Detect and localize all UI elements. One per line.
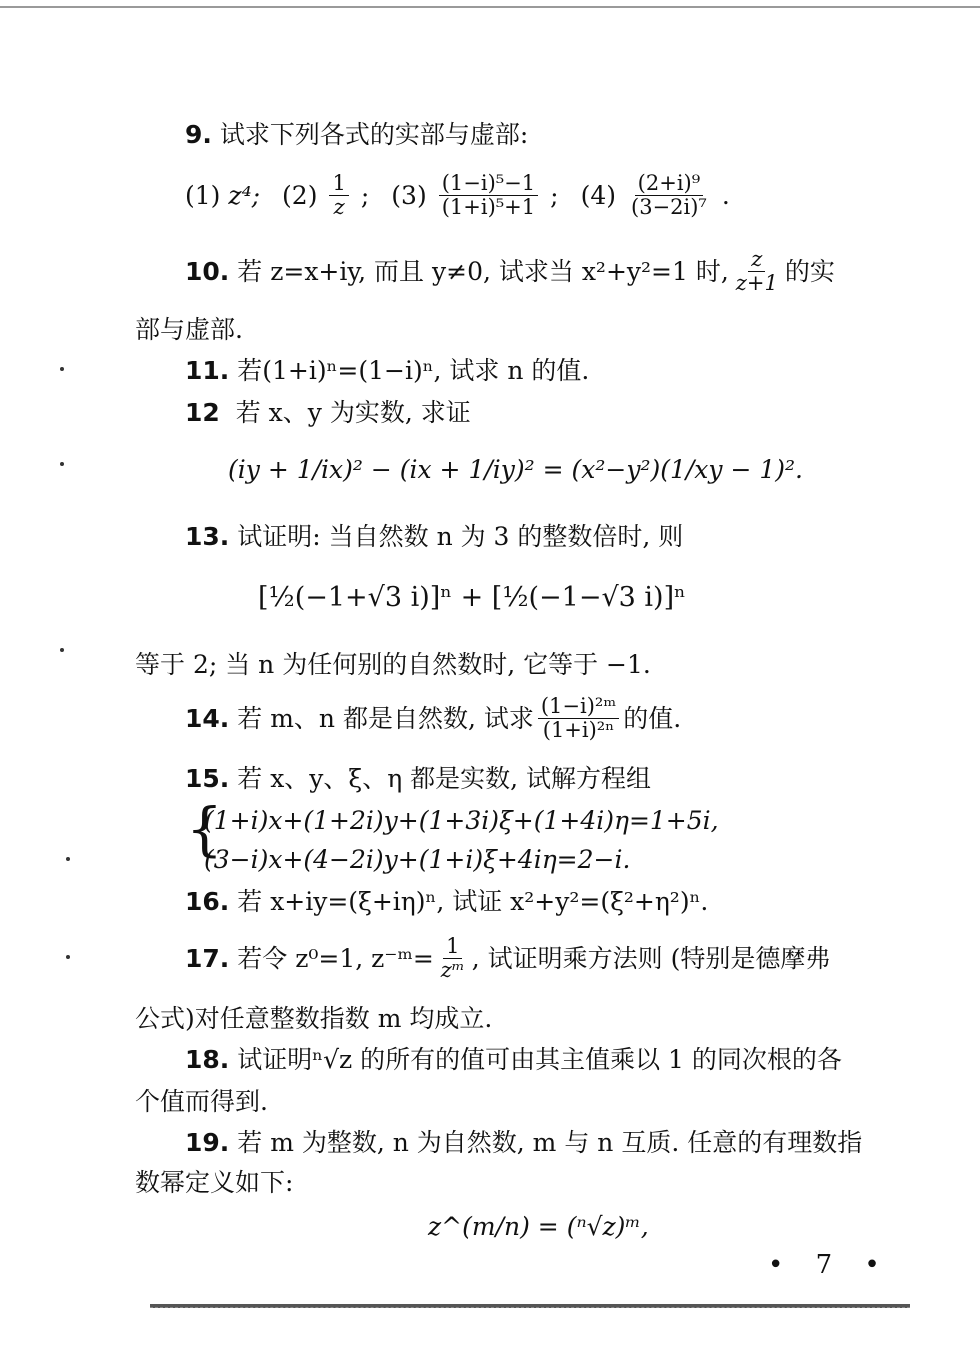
formula-19: z^(m/n) = (ⁿ√z)ᵐ, [428,1212,649,1241]
fraction: $\frac{\text{(1−i)⁵−1}}{\text{(1+i)⁵+1}}$ [439,172,538,219]
problem-text: 若 m、n 都是自然数, 试求 [237,703,534,733]
problem-text: 试证明: 当自然数 n 为 3 的整数倍时, 则 [237,522,684,551]
problem-12 [185,398,471,428]
problem-18 [185,1045,842,1075]
problem-13 [185,522,683,552]
problem-text: 若 m 为整数, n 为自然数, m 与 n 互质. 任意的有理数指 [237,1128,863,1157]
problem-14 [185,695,681,742]
problem-17-cont: 公式)对任意整数指数 m 均成立. [135,1004,493,1033]
problem-number: 10. [185,256,230,286]
problem-10-cont: 部与虚部. [135,315,243,344]
problem-18-cont: 个值而得到. [135,1087,268,1116]
problem-number: 18. [185,1045,230,1074]
problem-16 [185,887,708,917]
item-label: (4) [580,180,616,210]
formula-13: [½(−1+√3 i)]ⁿ + [½(−1−√3 i)]ⁿ [258,582,686,613]
problem-15 [185,764,651,794]
problem-number: 11. [185,356,230,385]
problem-10 [185,248,835,295]
fraction: $\frac{1}{z}$ [329,172,348,219]
bottom-rule [150,1304,910,1308]
equation-1: (1+i)x+(1+2i)y+(1+3i)ξ+(1+4i)η=1+5i, [204,806,719,835]
problem-text: , 试证明乘方法则 (特别是德摩弗 [471,943,831,973]
item-expr: z⁴; [228,180,261,210]
problem-text: 试求下列各式的实部与虚部: [219,120,529,149]
problem-number: 13. [185,522,230,551]
problem-number: 17. [185,943,230,973]
item-label: (3) [391,180,427,210]
problem-text: 若(1+i)ⁿ=(1−i)ⁿ, 试求 n 的值. [237,356,590,385]
problem-number: 12 [185,398,220,427]
fraction: $\frac{\text{(1−i)²ᵐ}}{\text{(1+i)²ⁿ}}$ [538,695,619,742]
problem-number: 9. [185,120,212,149]
problem-number: 15. [185,764,230,793]
scan-dot [66,857,70,861]
problem-text: 若 z=x+iy, 而且 y≠0, 试求当 x²+y²=1 时, [237,256,729,286]
problem-text: 若 x、y 为实数, 求证 [235,398,471,427]
scan-dot [60,367,64,371]
problem-9 [185,120,528,150]
problem-text: 试证明ⁿ√z 的所有的值可由其主值乘以 1 的同次根的各 [237,1045,842,1074]
equation-2: (3−i)x+(4−2i)y+(1+i)ξ+4iη=2−i. [204,845,631,874]
problem-text: 的实 [784,256,835,286]
problem-text: 若 x+iy=(ξ+iη)ⁿ, 试证 x²+y²=(ξ²+η²)ⁿ. [237,887,709,916]
problem-text: 若 x、y、ξ、η 都是实数, 试解方程组 [237,764,652,793]
page-number: • 7 • [768,1250,892,1280]
problem-13-cont: 等于 2; 当 n 为任何别的自然数时, 它等于 −1. [135,650,651,679]
fraction: $\frac{1}{\text{zᵐ}}$ [440,934,465,983]
formula-12: (iy + 1/ix)² − (ix + 1/iy)² = (x²−y²)(1/xy − 1)². [228,455,803,484]
fraction: $\frac{z}{z+1}$ [735,247,778,296]
problem-number: 16. [185,887,230,916]
problem-11 [185,356,589,386]
scan-dot [60,462,64,466]
scan-dot [60,648,64,652]
problem-text: 的值. [623,703,682,733]
item-label: (1) [185,180,221,210]
problem-text: 若令 z⁰=1, z⁻ᵐ= [237,943,434,973]
problem-19 [185,1128,862,1158]
top-rule [0,6,980,8]
problem-17 [185,935,830,982]
fraction: $\frac{\text{(2+i)⁹}}{\text{(3−2i)⁷}}$ [631,171,707,220]
problem-9-items: (1) z⁴; (2) $\frac{1}{z}$ ; (3) $\frac{\text{(1−i)⁵−1}}{\text{(1+i)⁵+1}}$ ; (4) $\frac{\text{(2+i)⁹}}{\text{(3−2i)⁷}}$ . [185,171,730,220]
problem-number: 14. [185,703,230,733]
system-brace: { [186,795,223,863]
problem-19-cont: 数幂定义如下: [135,1168,294,1197]
scan-dot [66,955,70,959]
item-label: (2) [282,180,318,210]
problem-number: 19. [185,1128,230,1157]
